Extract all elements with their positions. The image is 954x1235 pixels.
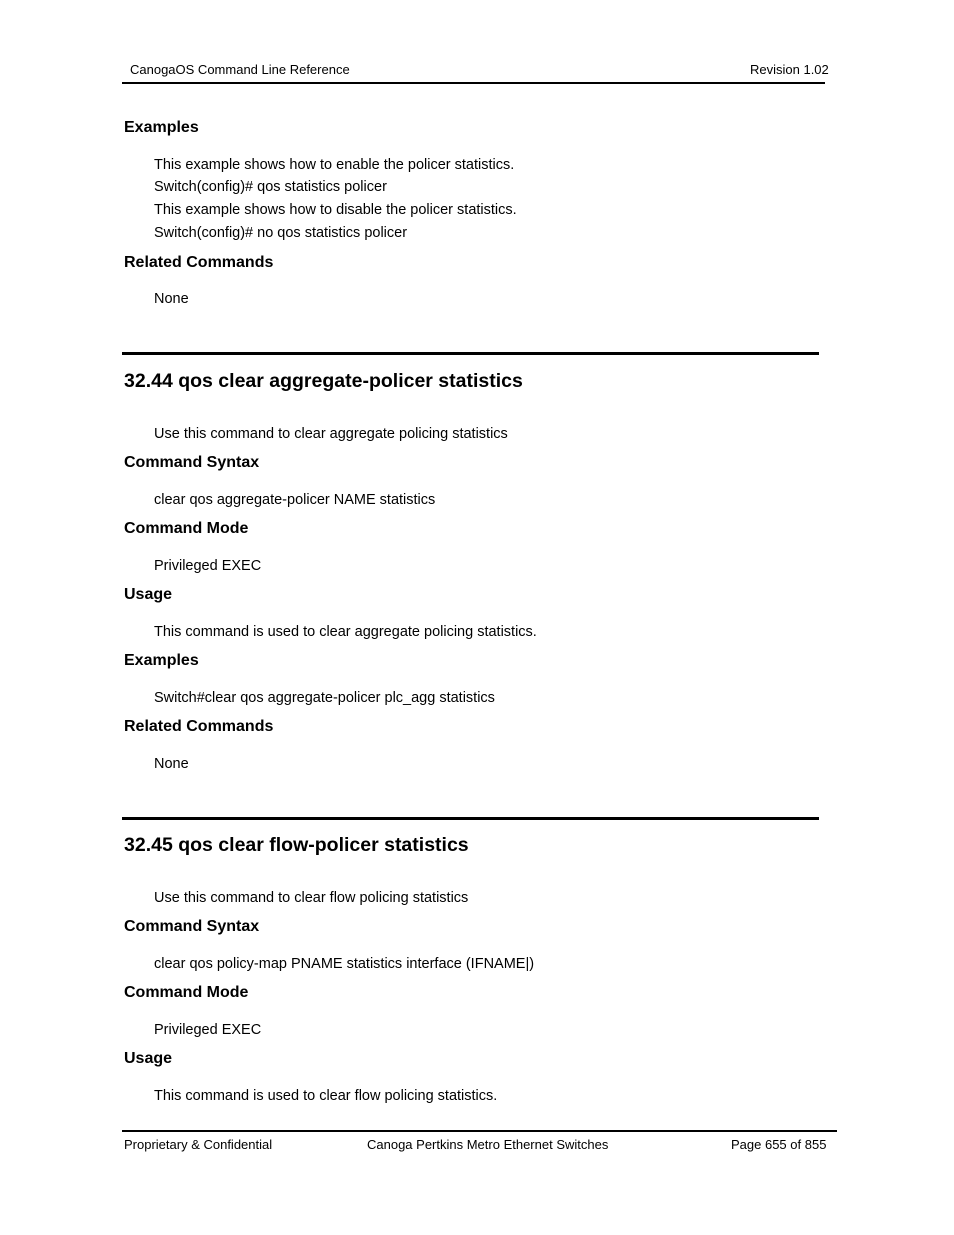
section-44-mode-heading: Command Mode [124, 520, 249, 537]
related-commands-value: None [154, 291, 189, 307]
section-44-examples-heading: Examples [124, 652, 199, 669]
header-rule [122, 82, 825, 84]
section-44-syntax: clear qos aggregate-policer NAME statistics [154, 492, 436, 508]
section-45-usage: This command is used to clear flow policing statistics. [154, 1088, 498, 1104]
examples-heading: Examples [124, 119, 199, 136]
example-line-2: Switch(config)# qos statistics policer [154, 179, 387, 195]
example-line-4: Switch(config)# no qos statistics policer [154, 225, 408, 241]
section-44-description: Use this command to clear aggregate policing statistics [154, 426, 508, 442]
section-44-related-value: None [154, 756, 189, 772]
example-line-1: This example shows how to enable the policer statistics. [154, 157, 515, 173]
section-44-title: 32.44 qos clear aggregate-policer statistics [124, 370, 523, 392]
footer-center: Canoga Pertkins Metro Ethernet Switches [367, 1137, 609, 1152]
header-revision: Revision 1.02 [750, 62, 829, 77]
section-45-title: 32.45 qos clear flow-policer statistics [124, 834, 469, 856]
section-45-mode-heading: Command Mode [124, 984, 249, 1001]
footer-page-number: Page 655 of 855 [731, 1137, 827, 1152]
section-45-usage-heading: Usage [124, 1050, 173, 1067]
section-45-syntax: clear qos policy-map PNAME statistics interface (IFNAME|) [154, 956, 535, 972]
section-45-syntax-heading: Command Syntax [124, 918, 260, 935]
header-title: CanogaOS Command Line Reference [130, 62, 350, 77]
section-44-usage: This command is used to clear aggregate policing statistics. [154, 624, 537, 640]
section-44-example: Switch#clear qos aggregate-policer plc_agg statistics [154, 690, 495, 706]
example-line-3: This example shows how to disable the policer statistics. [154, 202, 517, 218]
section-44-rule [122, 352, 819, 355]
section-45-description: Use this command to clear flow policing statistics [154, 890, 469, 906]
section-44-related-heading: Related Commands [124, 718, 274, 735]
section-44-syntax-heading: Command Syntax [124, 454, 260, 471]
section-45-rule [122, 817, 819, 820]
section-44-usage-heading: Usage [124, 586, 173, 603]
footer-rule [122, 1130, 837, 1132]
related-commands-heading: Related Commands [124, 254, 274, 271]
section-45-mode: Privileged EXEC [154, 1022, 262, 1038]
section-44-mode: Privileged EXEC [154, 558, 262, 574]
footer-left: Proprietary & Confidential [124, 1137, 273, 1152]
